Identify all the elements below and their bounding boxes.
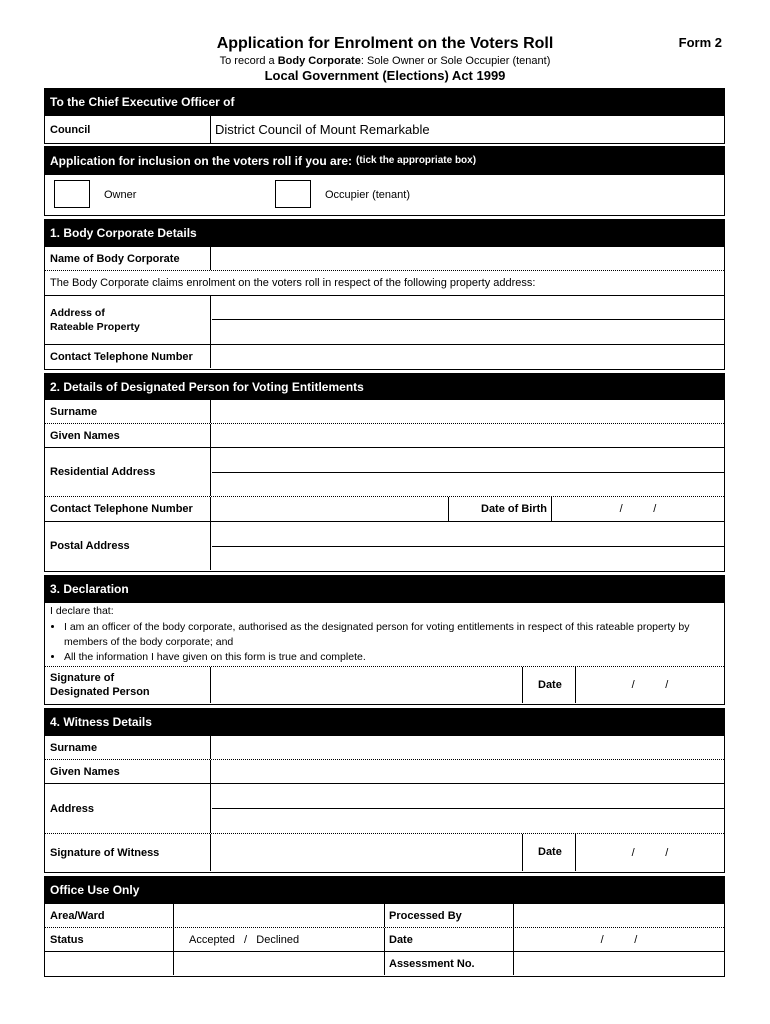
witness-date-label: Date (538, 846, 562, 858)
ceo-heading (45, 89, 724, 115)
name-label: Name of Body Corporate (50, 252, 180, 265)
divider (173, 952, 174, 975)
declaration-bullet-1: • I am an officer of the body corporate, authorised as the designated person for voting entitlements in respect of this rateable property by members of the body corporate; and (64, 620, 700, 650)
area-label: Area/Ward (50, 909, 105, 922)
declaration-date-separators: / / (631, 679, 669, 691)
address-row (45, 295, 724, 344)
given-row (45, 423, 724, 447)
office-row-1 (45, 903, 724, 927)
designated-signature-label (50, 667, 150, 703)
divider (522, 834, 523, 871)
council-row (45, 115, 724, 143)
act-title: Local Government (Elections) Act 1999 (264, 68, 506, 83)
postal-row (45, 521, 724, 570)
status-label: Status (50, 933, 84, 946)
address-label-2: Rateable Property (50, 321, 140, 333)
area-field[interactable] (174, 904, 384, 927)
body-corporate-phone-field[interactable] (211, 345, 724, 368)
owner-label: Owner (104, 189, 137, 201)
designated-signature-label-2: Designated Person (50, 686, 150, 698)
occupier-checkbox[interactable] (275, 180, 311, 208)
subtitle-bold: Body Corporate (277, 55, 361, 67)
assessment-field[interactable] (514, 952, 724, 975)
residential-field-line-1[interactable] (211, 448, 724, 471)
witness-address-field-line-1[interactable] (211, 784, 724, 807)
divider (522, 667, 523, 703)
body-corporate-heading-text: 1. Body Corporate Details (50, 226, 197, 240)
assessment-label: Assessment No. (389, 958, 475, 970)
residential-row (45, 447, 724, 496)
postal-label: Postal Address (50, 540, 130, 552)
surname-row (45, 399, 724, 423)
inclusion-heading-text: Application for inclusion on the voters roll if you are: (50, 153, 353, 168)
declaration-bullet-2: • All the information I have given on this form is true and complete. (64, 650, 700, 665)
designated-heading-text: 2. Details of Designated Person for Voting Entitlements (50, 379, 364, 394)
ceo-heading-text: To the Chief Executive Officer of (50, 95, 235, 109)
witness-signature-field[interactable] (211, 834, 521, 871)
form-title: Application for Enrolment on the Voters Roll (216, 35, 554, 52)
claim-row (45, 270, 724, 295)
witness-address-row (45, 783, 724, 833)
phone-dob-row (45, 496, 724, 521)
declaration-heading-text: 3. Declaration (50, 582, 129, 596)
witness-heading (45, 709, 724, 735)
address-label-1: Address of (50, 307, 105, 319)
subtitle-pre: To record a (219, 55, 278, 67)
occupier-label: Occupier (tenant) (325, 189, 410, 201)
council-label: Council (50, 123, 91, 136)
designated-signature-label-1: Signature of (50, 672, 115, 684)
declaration-intro: I declare that: (50, 605, 114, 617)
council-field[interactable]: District Council of Mount Remarkable (215, 122, 430, 137)
declaration-date-field[interactable] (576, 667, 724, 703)
designated-phone-label: Contact Telephone Number (50, 503, 193, 515)
address-field-line-1[interactable] (211, 296, 724, 319)
designated-section (44, 373, 725, 572)
body-corporate-heading (45, 220, 724, 246)
dob-field[interactable] (552, 497, 724, 521)
witness-heading-text: 4. Witness Details (50, 715, 152, 729)
witness-address-field-line-2[interactable] (211, 809, 724, 833)
office-section (44, 876, 725, 977)
declaration-bullets (50, 620, 700, 665)
processed-label: Processed By (389, 910, 462, 922)
divider (448, 497, 449, 521)
dob-label: Date of Birth (481, 503, 547, 515)
body-corporate-section (44, 219, 725, 370)
witness-signature-label: Signature of Witness (50, 846, 160, 859)
body-corporate-name-field[interactable] (211, 247, 724, 270)
inclusion-heading (45, 147, 724, 174)
subtitle-post: : Sole Owner or Sole Occupier (tenant) (360, 55, 551, 67)
inclusion-section (44, 146, 725, 216)
name-row (45, 246, 724, 270)
declaration-body (45, 602, 724, 666)
witness-surname-field[interactable] (211, 736, 724, 759)
office-date-field[interactable] (514, 928, 724, 951)
witness-address-label: Address (50, 802, 95, 815)
dob-separators: / / (619, 503, 657, 515)
postal-field-line-1[interactable] (211, 522, 724, 545)
owner-checkbox[interactable] (54, 180, 90, 208)
postal-field-line-2[interactable] (211, 547, 724, 570)
declaration-section (44, 575, 725, 705)
ceo-section (44, 88, 725, 144)
designated-phone-field[interactable] (211, 497, 448, 521)
address-label (50, 296, 140, 344)
designated-given-field[interactable] (211, 424, 724, 447)
office-heading (45, 877, 724, 903)
form-number: Form 2 (678, 35, 722, 50)
witness-surname-label: Surname (50, 741, 98, 754)
witness-given-field[interactable] (211, 760, 724, 783)
declaration-heading (45, 576, 724, 602)
witness-signature-row (45, 833, 724, 871)
processed-field[interactable] (514, 904, 724, 927)
status-value[interactable]: Accepted / Declined (189, 934, 300, 946)
declaration-date-label: Date (538, 679, 562, 691)
witness-given-label: Given Names (50, 765, 120, 778)
designated-heading (45, 374, 724, 399)
witness-section (44, 708, 725, 873)
form-subtitle (0, 55, 770, 67)
phone-label: Contact Telephone Number (50, 350, 193, 363)
witness-surname-row (45, 735, 724, 759)
inclusion-heading-note: (tick the appropriate box) (356, 155, 477, 166)
office-row-2 (45, 927, 724, 951)
office-date-separators: / / (600, 933, 638, 946)
address-field-line-2[interactable] (211, 320, 724, 344)
office-heading-text: Office Use Only (50, 883, 140, 897)
divider (384, 904, 385, 927)
divider (173, 928, 174, 951)
phone-row (45, 344, 724, 368)
witness-date-separators: / / (631, 846, 669, 859)
designated-signature-field[interactable] (211, 667, 521, 703)
witness-given-row (45, 759, 724, 783)
divider (384, 952, 385, 975)
inclusion-row (45, 174, 724, 215)
declaration-signature-row (45, 666, 724, 703)
declaration-list (50, 620, 700, 665)
designated-surname-field[interactable] (211, 400, 724, 423)
divider (384, 928, 385, 951)
residential-label: Residential Address (50, 466, 156, 478)
residential-field-line-2[interactable] (211, 473, 724, 496)
surname-label: Surname (50, 405, 98, 418)
given-label: Given Names (50, 429, 120, 442)
office-date-label: Date (389, 934, 413, 946)
office-row-3 (45, 951, 724, 975)
claim-text: The Body Corporate claims enrolment on the voters roll in respect of the following property address: (50, 277, 536, 289)
witness-date-field[interactable] (576, 834, 724, 871)
